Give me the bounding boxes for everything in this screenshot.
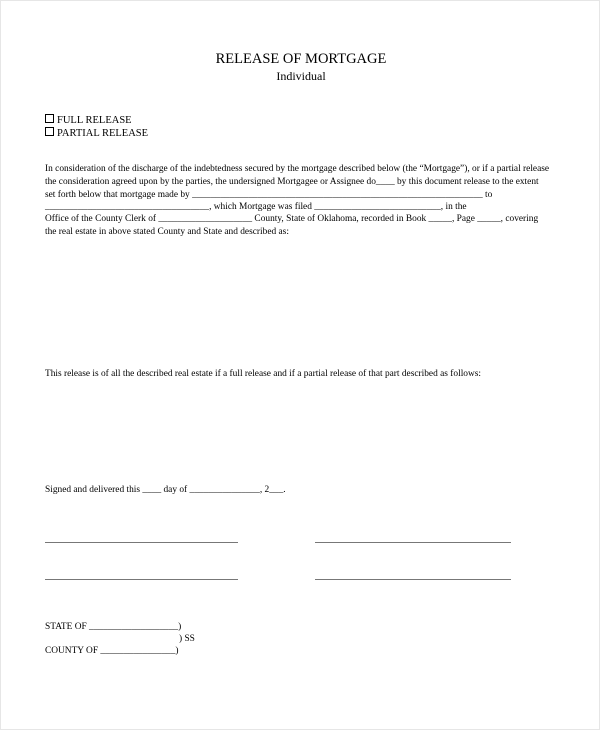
release-description: This release is of all the described real estate if a full release and if a partial release of that part described as follows: bbox=[45, 369, 482, 379]
county-of-field: COUNTY OF ________________) bbox=[45, 646, 179, 656]
consideration-line-1: In consideration of the discharge of the indebtedness secured by the mortgage described below (the “Mortgage”), or if a partial release bbox=[45, 164, 550, 174]
consideration-line-3: set forth below that mortgage made by ______________________________________________________________ to bbox=[45, 190, 493, 200]
partial-release-checkbox[interactable] bbox=[45, 127, 54, 136]
consideration-line-6: the real estate in above stated County and State and described as: bbox=[45, 227, 289, 237]
consideration-line-4: ___________________________________, which Mortgage was filed ___________________________, in the bbox=[45, 202, 467, 212]
partial-release-label: PARTIAL RELEASE bbox=[57, 128, 149, 139]
partial-release-option[interactable] bbox=[45, 127, 148, 139]
signature-line-1[interactable] bbox=[45, 542, 238, 543]
document-subtitle: Individual bbox=[276, 69, 326, 83]
consideration-line-5: Office of the County Clerk of ____________________ County, State of Oklahoma, recorded in Book _____, Page _____, covering bbox=[45, 214, 539, 224]
consideration-line-2: the consideration agreed upon by the parties, the undersigned Mortgagee or Assignee do____ by this document release to the extent bbox=[45, 177, 539, 187]
signed-delivered-line: Signed and delivered this ____ day of _______________, 2___. bbox=[45, 485, 286, 495]
signature-line-2[interactable] bbox=[315, 542, 511, 543]
signature-line-3[interactable] bbox=[45, 579, 238, 580]
document-title: RELEASE OF MORTGAGE bbox=[215, 51, 387, 67]
full-release-option[interactable] bbox=[45, 114, 132, 126]
signature-line-4[interactable] bbox=[315, 579, 511, 580]
full-release-label: FULL RELEASE bbox=[57, 115, 132, 126]
full-release-checkbox[interactable] bbox=[45, 114, 54, 123]
state-of-field: STATE OF ___________________) bbox=[45, 622, 182, 632]
ss-label: ) SS bbox=[179, 634, 195, 644]
